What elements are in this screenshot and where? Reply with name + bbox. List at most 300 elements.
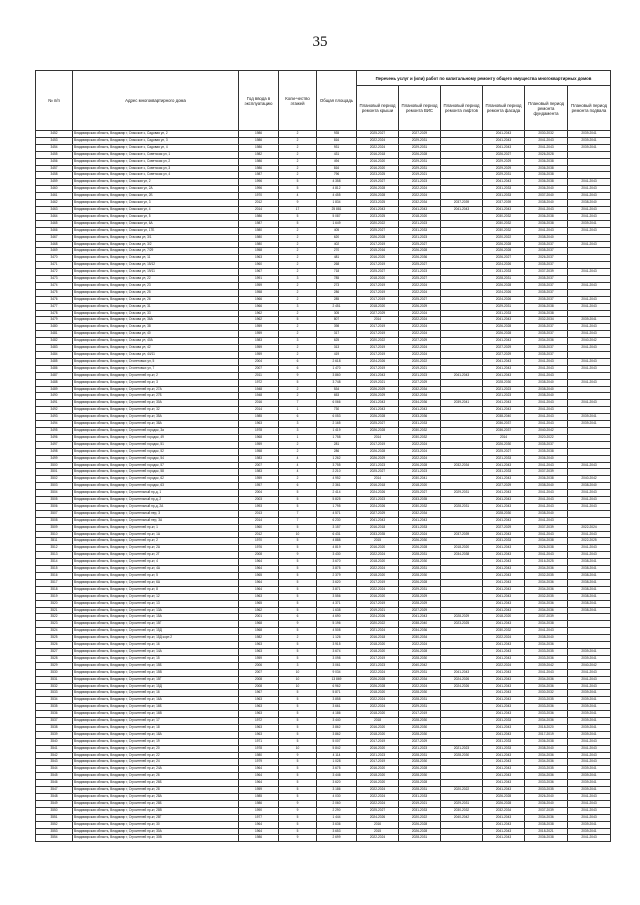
roof-cell: 2017-2019	[357, 352, 399, 359]
lifts-cell	[441, 704, 483, 711]
lifts-cell	[441, 794, 483, 801]
basement-cell	[568, 276, 611, 283]
num-cell: 3525	[36, 635, 73, 642]
lifts-cell	[441, 455, 483, 462]
facade-cell: 2041-2043	[483, 545, 525, 552]
floors-cell: 3	[279, 662, 317, 669]
facade-cell: 2020-2022	[483, 234, 525, 241]
address-cell: Владимирская область, Владимир г, Строителей пр-кт, 15	[73, 655, 239, 662]
address-cell: Владимирская область, Владимир г, Спасская ул, 3	[73, 200, 239, 207]
facade-cell: 2041-2043	[483, 773, 525, 780]
roof-cell: 2016	[357, 821, 399, 828]
floors-cell: 5	[279, 814, 317, 821]
address-cell: Владимирская область, Владимир г, Строителей пр-кт, 15Г	[73, 676, 239, 683]
floors-cell: 9	[279, 621, 317, 628]
basement-cell: 2041-2043	[568, 331, 611, 338]
lifts-cell	[441, 766, 483, 773]
lifts-cell	[441, 131, 483, 138]
facade-cell: 2021-2033	[483, 455, 525, 462]
floors-cell: 4	[279, 455, 317, 462]
year-cell: 1986	[239, 137, 279, 144]
vis-cell: 2026-2036	[399, 255, 441, 262]
foundation-cell: 2041-2043	[525, 497, 568, 504]
floors-cell: 5	[279, 711, 317, 718]
foundation-cell: 2034-2036	[525, 607, 568, 614]
facade-cell: 2041-2043	[483, 600, 525, 607]
vis-cell: 2022-2024	[399, 352, 441, 359]
facade-cell: 2026-2027	[483, 255, 525, 262]
foundation-cell: 2041-2043	[525, 490, 568, 497]
floors-cell: 5	[279, 186, 317, 193]
address-cell: Владимирская область, Владимир г, Спасское с, Садовая ул, 3	[73, 137, 239, 144]
roof-cell: 2041-2043	[357, 372, 399, 379]
facade-cell: 2029-2029	[483, 158, 525, 165]
address-cell: Владимирская область, Владимир г, Спасская ул, 4	[73, 206, 239, 213]
area-cell: 3 748	[317, 379, 357, 386]
num-cell: 3504	[36, 490, 73, 497]
lifts-cell	[441, 780, 483, 787]
floors-cell: 5	[279, 731, 317, 738]
address-cell: Владимирская область, Владимир г, Строителей пр-кт, 30А	[73, 828, 239, 835]
lifts-cell	[441, 524, 483, 531]
lifts-cell	[441, 262, 483, 269]
lifts-cell: 2041-2043	[441, 669, 483, 676]
facade-cell: 2030-2032	[483, 213, 525, 220]
area-cell: 5 007	[317, 738, 357, 745]
roof-cell: 2022-2024	[357, 669, 399, 676]
foundation-cell: 2041-2043	[525, 503, 568, 510]
lifts-cell	[441, 269, 483, 276]
facade-cell: 2029-2031	[483, 172, 525, 179]
floors-cell: 2	[279, 331, 317, 338]
num-cell: 3501	[36, 469, 73, 476]
lifts-cell	[441, 165, 483, 172]
num-cell: 3543	[36, 759, 73, 766]
area-cell: 4 812	[317, 186, 357, 193]
col-header-basement: Плановый период ремонта подвала	[568, 86, 611, 131]
facade-cell: 2041-2043	[483, 621, 525, 628]
floors-cell: 9	[279, 552, 317, 559]
address-cell: Владимирская область, Владимир г, Стасова ул, 11	[73, 255, 239, 262]
address-cell: Владимирская область, Владимир г, Спасская ул, 6А	[73, 220, 239, 227]
num-cell: 3485	[36, 358, 73, 365]
roof-cell: 2019-2021	[357, 607, 399, 614]
year-cell: 1977	[239, 814, 279, 821]
floors-cell: 1	[279, 434, 317, 441]
basement-cell: 2041-2043	[568, 282, 611, 289]
facade-cell: 2026-2028	[483, 282, 525, 289]
table-row	[36, 469, 611, 476]
floors-cell: 5	[279, 586, 317, 593]
table-row	[36, 738, 611, 745]
num-cell: 3527	[36, 648, 73, 655]
area-cell: 313	[317, 345, 357, 352]
roof-cell: 2022-2024	[357, 552, 399, 559]
num-cell: 3494	[36, 421, 73, 428]
vis-cell: 2025-2027	[399, 262, 441, 269]
foundation-cell: 2034-2036	[525, 642, 568, 649]
basement-cell: 2041-2043	[568, 835, 611, 842]
year-cell: 1963	[239, 711, 279, 718]
num-cell: 3473	[36, 276, 73, 283]
area-cell: 270	[317, 248, 357, 255]
facade-cell: 2031-2033	[483, 186, 525, 193]
facade-cell: 2041-2043	[483, 462, 525, 469]
table-row	[36, 552, 611, 559]
vis-cell: 2034-2036	[399, 400, 441, 407]
facade-cell: 2029-2031	[483, 303, 525, 310]
address-cell: Владимирская область, Владимир г, Стасова ул, 23	[73, 282, 239, 289]
roof-cell: 2021-2023	[357, 462, 399, 469]
table-row	[36, 566, 611, 573]
vis-cell: 2030-2041	[399, 476, 441, 483]
roof-cell: 2022-2024	[357, 144, 399, 151]
basement-cell: 2041-2043	[568, 227, 611, 234]
year-cell: 1986	[239, 144, 279, 151]
facade-cell: 2025-2027	[483, 448, 525, 455]
table-row	[36, 676, 611, 683]
num-cell: 3490	[36, 393, 73, 400]
year-cell: 1996	[239, 179, 279, 186]
area-cell: 25 881	[317, 206, 357, 213]
roof-cell: 2024-2026	[357, 358, 399, 365]
address-cell: Владимирская область, Владимир г, Строителей пр-кт, 18	[73, 724, 239, 731]
num-cell: 3463	[36, 206, 73, 213]
area-cell: 4 508	[317, 628, 357, 635]
roof-cell: 2017-2019	[357, 655, 399, 662]
num-cell: 3453	[36, 137, 73, 144]
table-row	[36, 137, 611, 144]
basement-cell	[568, 262, 611, 269]
vis-cell: 2022-2024	[399, 683, 441, 690]
basement-cell: 2039-2041	[568, 414, 611, 421]
facade-cell: 2036-2037	[483, 427, 525, 434]
lifts-cell	[441, 324, 483, 331]
num-cell: 3533	[36, 690, 73, 697]
foundation-cell: 2017-2019	[525, 731, 568, 738]
facade-cell: 2027-2029	[483, 524, 525, 531]
num-cell: 3528	[36, 655, 73, 662]
foundation-cell: 2033-2036	[525, 711, 568, 718]
address-cell: Владимирская область, Владимир г, Строителей пр-кт, 13А	[73, 607, 239, 614]
basement-cell: 2039-2041	[568, 731, 611, 738]
floors-cell: 2	[279, 476, 317, 483]
table-row	[36, 711, 611, 718]
area-cell: 4 455	[317, 193, 357, 200]
facade-cell: 2026-2028	[483, 331, 525, 338]
table-row	[36, 621, 611, 628]
basement-cell: 2039-2041	[568, 655, 611, 662]
basement-cell	[568, 372, 611, 379]
roof-cell: 2018-2020	[357, 276, 399, 283]
area-cell: 620	[317, 234, 357, 241]
basement-cell: 2039-2041	[568, 773, 611, 780]
year-cell: 2016	[239, 400, 279, 407]
floors-cell: 5	[279, 794, 317, 801]
floors-cell: 2	[279, 269, 317, 276]
vis-cell: 2027-2029	[399, 338, 441, 345]
vis-cell: 2022-2024	[399, 331, 441, 338]
lifts-cell	[441, 718, 483, 725]
num-cell: 3517	[36, 579, 73, 586]
area-cell: 2 290	[317, 807, 357, 814]
address-cell: Владимирская область, Владимир г, Строителей городок, 62	[73, 476, 239, 483]
facade-cell: 2041-2043	[483, 476, 525, 483]
vis-cell: 2025-2027	[399, 296, 441, 303]
lifts-cell	[441, 724, 483, 731]
floors-cell: 5	[279, 655, 317, 662]
basement-cell	[568, 234, 611, 241]
floors-cell: 2	[279, 352, 317, 359]
vis-cell: 2028-2030	[399, 773, 441, 780]
facade-cell: 2028-2030	[483, 510, 525, 517]
vis-cell: 2041-2043	[399, 206, 441, 213]
num-cell: 3452	[36, 131, 73, 138]
num-cell: 3520	[36, 600, 73, 607]
vis-cell: 2031-2033	[399, 794, 441, 801]
area-cell: 398	[317, 324, 357, 331]
year-cell: 1963	[239, 724, 279, 731]
lifts-cell	[441, 365, 483, 372]
table-row	[36, 628, 611, 635]
area-cell: 2 451	[317, 303, 357, 310]
vis-cell: 2022-2024	[399, 642, 441, 649]
foundation-cell: 2038-2040	[525, 635, 568, 642]
foundation-cell: 2038-2040	[525, 393, 568, 400]
facade-cell: 2041-2043	[483, 497, 525, 504]
year-cell: 1976	[239, 545, 279, 552]
year-cell: 1978	[239, 427, 279, 434]
roof-cell: 2022-2024	[357, 794, 399, 801]
foundation-cell: 2041-2043	[525, 628, 568, 635]
num-cell: 3458	[36, 172, 73, 179]
year-cell: 1964	[239, 828, 279, 835]
foundation-cell: 2041-2043	[525, 227, 568, 234]
floors-cell: 2	[279, 172, 317, 179]
num-cell: 3479	[36, 317, 73, 324]
facade-cell: 2041-2043	[483, 372, 525, 379]
vis-cell: 2022-2024	[399, 289, 441, 296]
table-row	[36, 179, 611, 186]
year-cell: 1980	[239, 241, 279, 248]
col-header-services: Перечень услуг и (или) работ по капитальному ремонту общего имущества многоквартирных домов	[357, 71, 611, 86]
address-cell: Владимирская область, Владимир г, Строителей пр-кт, 15Д	[73, 628, 239, 635]
year-cell: 1957	[239, 483, 279, 490]
foundation-cell: 2037-2040	[525, 193, 568, 200]
num-cell: 3468	[36, 241, 73, 248]
lifts-cell	[441, 186, 483, 193]
table-row	[36, 144, 611, 151]
address-cell: Владимирская область, Владимир г, Спасская ул, 2	[73, 179, 239, 186]
num-cell: 3523	[36, 621, 73, 628]
foundation-cell: 2033-2036	[525, 780, 568, 787]
area-cell: 481	[317, 255, 357, 262]
vis-cell: 2040-2042	[399, 662, 441, 669]
address-cell: Владимирская область, Владимир г, Стасова ул, 31	[73, 303, 239, 310]
roof-cell: 2022-2024	[357, 835, 399, 842]
facade-cell: 2030-2032	[483, 227, 525, 234]
address-cell: Владимирская область, Владимир г, Строителей городок, 58	[73, 469, 239, 476]
address-cell: Владимирская область, Владимир г, Строителей пр-кт, 15Д корп 2	[73, 635, 239, 642]
floors-cell: 2	[279, 441, 317, 448]
facade-cell: 2041-2043	[483, 690, 525, 697]
basement-cell: 2038-2041	[568, 573, 611, 580]
vis-cell: 2032-2034	[399, 676, 441, 683]
table-row	[36, 448, 611, 455]
foundation-cell: 2035-2037	[525, 241, 568, 248]
num-cell: 3541	[36, 745, 73, 752]
area-cell: 273	[317, 282, 357, 289]
area-cell: 2 165	[317, 421, 357, 428]
num-cell: 3481	[36, 331, 73, 338]
foundation-cell: 2034-2036	[525, 579, 568, 586]
foundation-cell: 2038-2038	[525, 821, 568, 828]
lifts-cell	[441, 338, 483, 345]
roof-cell: 2026-2029	[357, 393, 399, 400]
foundation-cell: 2034-2038	[525, 621, 568, 628]
table-row	[36, 614, 611, 621]
foundation-cell: 2036-2038	[525, 158, 568, 165]
floors-cell: 5	[279, 545, 317, 552]
table-row	[36, 787, 611, 794]
foundation-cell: 2038-2040	[525, 483, 568, 490]
facade-cell: 2031-2033	[483, 738, 525, 745]
basement-cell	[568, 628, 611, 635]
num-cell: 3511	[36, 538, 73, 545]
address-cell: Владимирская область, Владимир г, Строителей пр-кт, 24А	[73, 766, 239, 773]
lifts-cell	[441, 193, 483, 200]
area-cell: 317	[317, 331, 357, 338]
floors-cell: 5	[279, 593, 317, 600]
area-cell: 5 871	[317, 690, 357, 697]
vis-cell: 2030-2034	[399, 635, 441, 642]
address-cell: Владимирская область, Владимир г, Стасова ул, 22	[73, 276, 239, 283]
num-cell: 3519	[36, 593, 73, 600]
floors-cell: 5	[279, 738, 317, 745]
area-cell: 285	[317, 296, 357, 303]
address-cell: Владимирская область, Владимир г, Строителей пр-кт, 12	[73, 593, 239, 600]
lifts-cell	[441, 144, 483, 151]
vis-cell: 2029-2031	[399, 137, 441, 144]
facade-cell: 2041-2043	[483, 731, 525, 738]
num-cell: 3467	[36, 234, 73, 241]
basement-cell: 2041-2043	[568, 345, 611, 352]
roof-cell: 2017-2019	[357, 289, 399, 296]
address-cell: Владимирская область, Владимир г, Строителей пр-кт, 35А	[73, 414, 239, 421]
lifts-cell	[441, 220, 483, 227]
vis-cell: 2026-2028	[399, 462, 441, 469]
address-cell: Владимирская область, Владимир г, Строителей пр-кт, 1А	[73, 531, 239, 538]
housing-register-table	[35, 70, 611, 842]
year-cell: 1986	[239, 835, 279, 842]
year-cell: 1968	[239, 628, 279, 635]
basement-cell: 2040-2042	[568, 476, 611, 483]
facade-cell: 2041-2043	[483, 821, 525, 828]
floors-cell: 4	[279, 469, 317, 476]
vis-cell: 2022-2024	[399, 345, 441, 352]
floors-cell: 5	[279, 573, 317, 580]
num-cell: 3469	[36, 248, 73, 255]
roof-cell: 2016-2020	[357, 745, 399, 752]
facade-cell: 2026-2028	[483, 241, 525, 248]
address-cell: Владимирская область, Владимир г, Строителей городок, 3а	[73, 427, 239, 434]
area-cell: 3 875	[317, 566, 357, 573]
lifts-cell: 2034-2038	[441, 552, 483, 559]
roof-cell: 2017-2019	[357, 600, 399, 607]
basement-cell: 2041-2043	[568, 759, 611, 766]
num-cell: 3538	[36, 724, 73, 731]
basement-cell	[568, 310, 611, 317]
address-cell: Владимирская область, Владимир г, Строителей пр-кт, 2	[73, 372, 239, 379]
table-row	[36, 158, 611, 165]
floors-cell: 10	[279, 676, 317, 683]
floors-cell: 5	[279, 524, 317, 531]
address-cell: Владимирская область, Владимир г, Стасова ул, 3/2	[73, 241, 239, 248]
lifts-cell	[441, 483, 483, 490]
floors-cell: 2	[279, 386, 317, 393]
year-cell: 1963	[239, 704, 279, 711]
lifts-cell	[441, 179, 483, 186]
facade-cell: 2022-2024	[483, 662, 525, 669]
address-cell: Владимирская область, Владимир г, Спасское с, Советская ул, 4	[73, 172, 239, 179]
foundation-cell: 2033-2035	[525, 766, 568, 773]
foundation-cell: 2041-2043	[525, 414, 568, 421]
facade-cell: 2041-2043	[483, 503, 525, 510]
table-body	[36, 131, 611, 842]
area-cell: 6 053	[317, 414, 357, 421]
basement-cell	[568, 151, 611, 158]
floors-cell: 7	[279, 510, 317, 517]
year-cell: 1980	[239, 752, 279, 759]
area-cell: 3 620	[317, 579, 357, 586]
lifts-cell	[441, 469, 483, 476]
foundation-cell: 2036-2038	[525, 310, 568, 317]
roof-cell: 2022-2024	[357, 566, 399, 573]
year-cell: 1983	[239, 338, 279, 345]
area-cell: 3 862	[317, 724, 357, 731]
year-cell: 1962	[239, 317, 279, 324]
year-cell: 1963	[239, 421, 279, 428]
roof-cell: 2019-2027	[357, 179, 399, 186]
roof-cell: 2027-2029	[357, 310, 399, 317]
floors-cell: 5	[279, 579, 317, 586]
floors-cell: 6	[279, 414, 317, 421]
floors-cell: 5	[279, 628, 317, 635]
facade-cell: 2041-2043	[483, 676, 525, 683]
table-row	[36, 517, 611, 524]
facade-cell: 2038-2040	[483, 414, 525, 421]
roof-cell: 2022-2024	[357, 586, 399, 593]
address-cell: Владимирская область, Владимир г, Строителей пр-кт, 2Г	[73, 552, 239, 559]
address-cell: Владимирская область, Владимир г, Строителей пр-кт, 15Д	[73, 683, 239, 690]
basement-cell	[568, 172, 611, 179]
vis-cell: 2022-2024	[399, 324, 441, 331]
year-cell: 1971	[239, 738, 279, 745]
area-cell: 3 446	[317, 773, 357, 780]
num-cell: 3497	[36, 441, 73, 448]
basement-cell: 2038-2040	[568, 200, 611, 207]
year-cell: 1959	[239, 324, 279, 331]
address-cell: Владимирская область, Владимир г, Строителей пр-кт, 6А	[73, 579, 239, 586]
facade-cell: 2031-2033	[483, 718, 525, 725]
roof-cell: 2018-2020	[357, 773, 399, 780]
table-row	[36, 248, 611, 255]
area-cell: 2 414	[317, 490, 357, 497]
foundation-cell: 2035-2037	[525, 441, 568, 448]
vis-cell: 2021-2023	[399, 745, 441, 752]
address-cell: Владимирская область, Владимир г, Строителей пр-кт, 13	[73, 600, 239, 607]
facade-cell: 2022-2024	[483, 635, 525, 642]
